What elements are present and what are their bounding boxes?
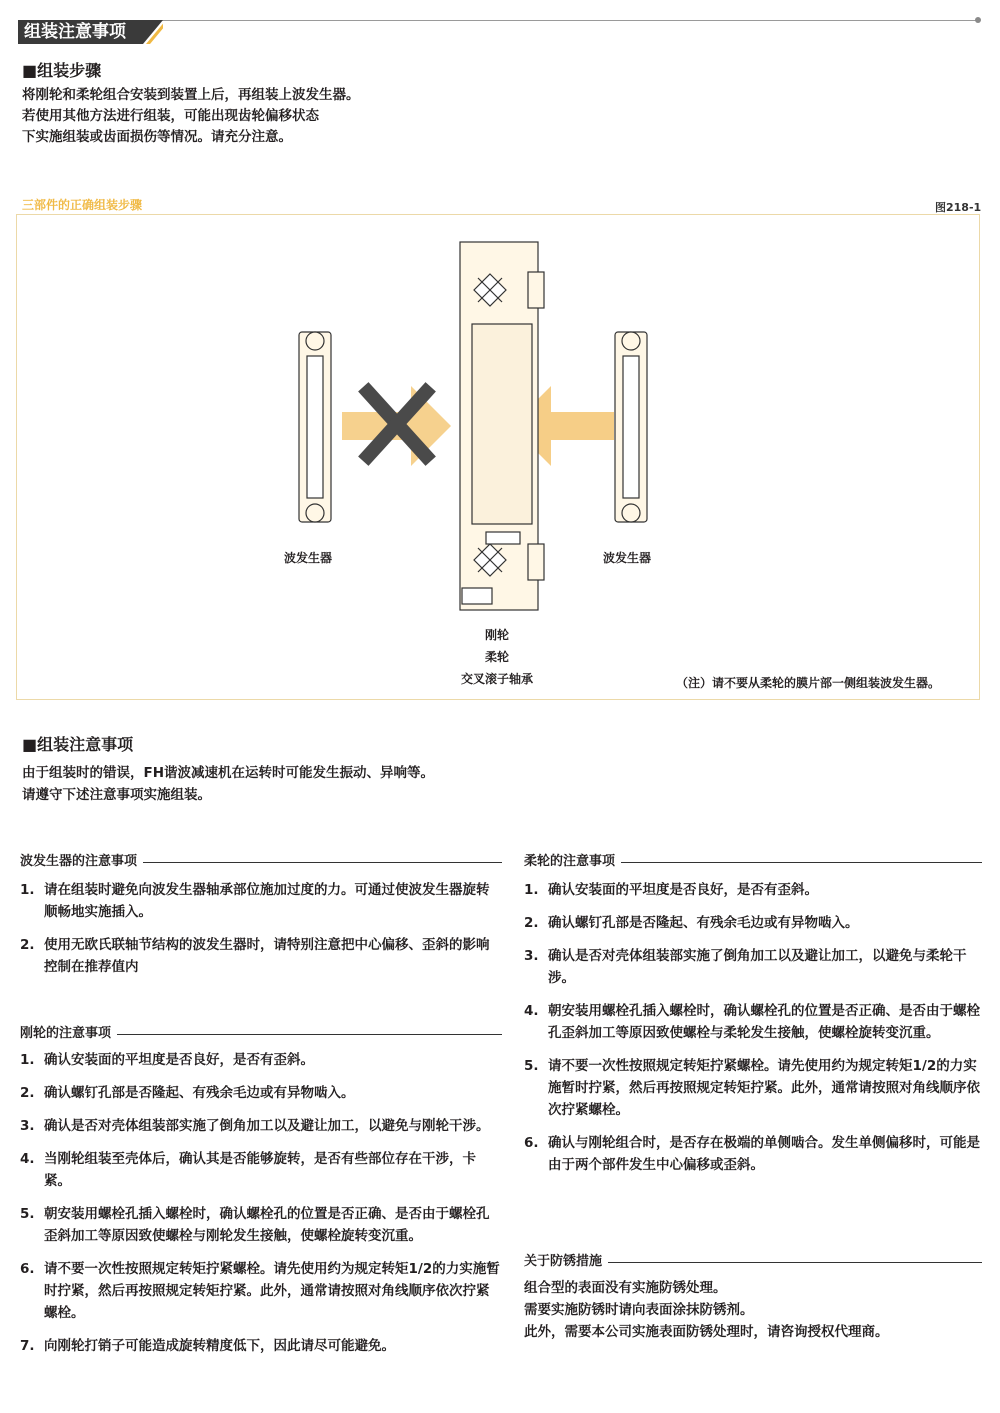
list-item: 5. 请不要一次性按照规定转矩拧紧螺栓。请先使用约为规定转矩1/2的力实施暂时拧紧，然后再按照规定转矩拧紧。此外，通常请按照对角线顺序依次拧紧螺栓。 xyxy=(524,1058,980,1118)
circular-spline-unit xyxy=(460,242,544,610)
label-wave-generator-right: 波发生器 xyxy=(603,551,652,565)
wave-generator-right xyxy=(615,332,647,522)
rust-line-2: 需要实施防锈时请向表面涂抹防锈剂。 xyxy=(524,1302,754,1318)
header-rule xyxy=(160,20,980,21)
wave-generator-section xyxy=(20,853,502,989)
flexspline-section xyxy=(524,853,982,1187)
list-item: 2. 确认螺钉孔部是否隆起、有残余毛边或有异物啮入。 xyxy=(20,1085,355,1101)
list-item: 4. 朝安装用螺栓孔插入螺栓时，确认螺栓孔的位置是否正确、是否由于螺栓孔歪斜加工等原因致使螺栓与柔轮发生接触，使螺栓旋转变沉重。 xyxy=(524,1003,980,1041)
list-item: 2. 确认螺钉孔部是否隆起、有残余毛边或有异物啮入。 xyxy=(524,915,859,931)
steps-line-1: 将刚轮和柔轮组合安装到装置上后，再组装上波发生器。 xyxy=(22,87,360,103)
notes-heading: ■组装注意事项 xyxy=(22,735,134,754)
list-item: 2. 使用无欧氏联轴节结构的波发生器时，请特别注意把中心偏移、歪斜的影响控制在推荐值内 xyxy=(20,937,490,975)
rust-prevention-section xyxy=(524,1253,982,1343)
header-rule-dot xyxy=(975,17,981,23)
circular-spline-heading: 刚轮的注意事项 xyxy=(20,1025,502,1043)
list-item: 6. 确认与刚轮组合时，是否存在极端的单侧啮合。发生单侧偏移时，可能是由于两个部件发生中心偏移或歪斜。 xyxy=(524,1135,980,1173)
list-item: 4. 当刚轮组装至壳体后，确认其是否能够旋转，是否有些部位存在干涉，卡紧。 xyxy=(20,1151,476,1189)
wave-generator-left xyxy=(299,332,331,522)
flexspline-heading: 柔轮的注意事项 xyxy=(524,853,982,871)
steps-line-2: 若使用其他方法进行组装，可能出现齿轮偏移状态 xyxy=(22,108,319,124)
notes-line-2: 请遵守下述注意事项实施组装。 xyxy=(22,787,211,803)
rust-line-1: 组合型的表面没有实施防锈处理。 xyxy=(524,1280,727,1296)
steps-heading: ■组装步骤 xyxy=(22,61,102,80)
page-title: 组装注意事项 xyxy=(24,22,126,42)
list-item: 1. 请在组装时避免向波发生器轴承部位施加过度的力。可通过使波发生器旋转顺畅地实施插入。 xyxy=(20,882,490,920)
list-item: 6. 请不要一次性按照规定转矩拧紧螺栓。请先使用约为规定转矩1/2的力实施暂时拧紧，然后再按照规定转矩拧紧。此外，通常请按照对角线顺序依次拧紧螺栓。 xyxy=(20,1261,500,1321)
label-cross-roller-bearing: 交叉滚子轴承 xyxy=(460,672,533,686)
circular-spline-section xyxy=(20,1025,502,1368)
list-item: 3. 确认是否对壳体组装部实施了倒角加工以及避让加工，以避免与刚轮干涉。 xyxy=(20,1118,490,1134)
list-item: 5. 朝安装用螺栓孔插入螺栓时，确认螺栓孔的位置是否正确、是否由于螺栓孔歪斜加工等原因致使螺栓与刚轮发生接触，使螺栓旋转变沉重。 xyxy=(20,1206,490,1244)
figure-note: （注）请不要从柔轮的膜片部一侧组装波发生器。 xyxy=(676,676,941,690)
rust-prevention-heading: 关于防锈措施 xyxy=(524,1253,982,1271)
steps-line-3: 下实施组装或齿面损伤等情况。请充分注意。 xyxy=(22,129,292,145)
label-circular-spline: 刚轮 xyxy=(484,628,509,642)
figure-title: 三部件的正确组装步骤 xyxy=(22,198,143,212)
notes-line-1: 由于组装时的错误，FH谐波减速机在运转时可能发生振动、异响等。 xyxy=(22,765,435,781)
list-item: 7. 向刚轮打销子可能造成旋转精度低下，因此请尽可能避免。 xyxy=(20,1338,395,1354)
label-wave-generator-left: 波发生器 xyxy=(284,551,333,565)
figure-number: 图218-1 xyxy=(935,201,982,214)
list-item: 1. 确认安装面的平坦度是否良好，是否有歪斜。 xyxy=(524,882,818,898)
list-item: 1. 确认安装面的平坦度是否良好，是否有歪斜。 xyxy=(20,1052,314,1068)
wave-generator-heading: 波发生器的注意事项 xyxy=(20,853,502,871)
label-flexspline: 柔轮 xyxy=(484,650,509,664)
rust-line-3: 此外，需要本公司实施表面防锈处理时，请咨询授权代理商。 xyxy=(524,1324,889,1340)
list-item: 3. 确认是否对壳体组装部实施了倒角加工以及避让加工，以避免与柔轮干涉。 xyxy=(524,948,967,986)
